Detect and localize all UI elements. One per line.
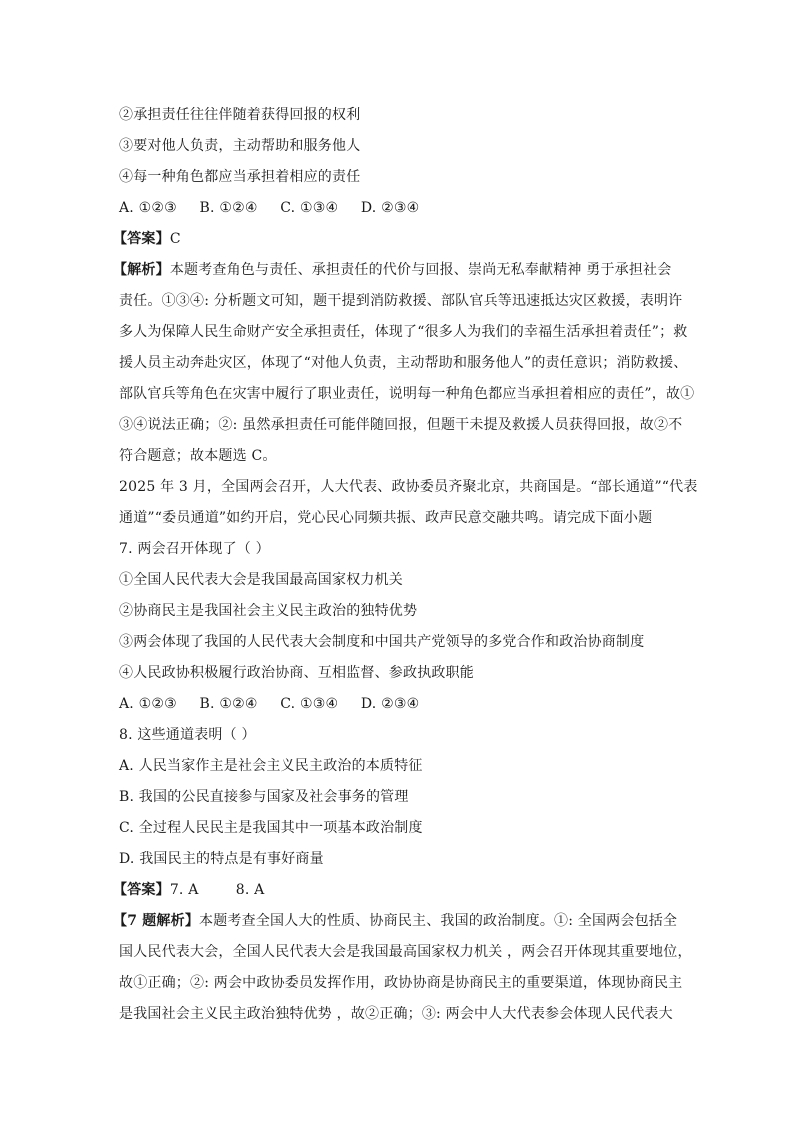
analysis-line-3: 多人为保障人民生命财产安全承担责任，体现了“很多人为我们的幸福生活承担着责任”；救 [119,324,688,340]
analysis-line-5: 部队官兵等角色在灾害中履行了职业责任，说明每一种角色都应当承担着相应的责任”，故① [119,386,695,402]
q7-option-b: B. ①②④ [199,696,258,712]
q7-option-c: C. ①③④ [280,696,339,712]
material-line-1: 2025 年 3 月，全国两会召开，人大代表、政协委员齐聚北京，共商国是。“部长通道”“代表 [119,479,698,495]
q7-option-d: D. ②③④ [360,696,420,712]
statement-4: ④每一种角色都应当承担着相应的责任 [119,169,361,185]
q8-option-d: D. 我国民主的特点是有事好商量 [119,851,324,867]
q7-stem: 7. 两会召开体现了（ ） [119,541,270,557]
answer-label: 【答案】 [113,882,170,898]
q7-analysis-line-3: 故①正确；②: 两会中政协委员发挥作用，政协协商是协商民主的重要渠道，体现协商民主 [119,975,683,991]
analysis-line-2: 责任。①③④: 分析题文可知，题干提到消防救援、部队官兵等迅速抵达灾区救援，表明许 [119,293,683,309]
q7-item-4: ④人民政协积极履行政治协商、互相监督、参政执政职能 [119,665,474,681]
analysis-label: 【解析】 [113,262,170,278]
q7-item-2: ②协商民主是我国社会主义民主政治的独特优势 [119,603,418,619]
q6-options [119,199,437,217]
answer-label: 【答案】 [113,231,170,247]
q7-analysis-line-2: 国人民代表大会，全国人民代表大会是我国最高国家权力机关 ，两会召开体现其重要地位， [119,944,692,960]
material-line-2: 通道”“委员通道”如约开启，党心民心同频共振、政声民意交融共鸣。请完成下面小题 [119,510,653,526]
q6-option-a: A. ①②③ [119,200,177,216]
q8-option-b: B. 我国的公民直接参与国家及社会事务的管理 [119,789,409,805]
analysis-line-1: 【解析】本题考查角色与责任、承担责任的代价与回报、崇尚无私奉献精神 勇于承担社会 [113,262,672,278]
q6-option-d: D. ②③④ [360,200,420,216]
q7-item-1: ①全国人民代表大会是我国最高国家权力机关 [119,572,403,588]
q7-options [119,695,437,713]
q8-stem: 8. 这些通道表明（ ） [119,727,256,743]
q7-item-3: ③两会体现了我国的人民代表大会制度和中国共产党领导的多党合作和政治协商制度 [119,634,645,650]
q6-option-c: C. ①③④ [280,200,339,216]
q7-analysis-label: 【7 题解析】 [113,913,200,929]
q6-option-b: B. ①②④ [199,200,258,216]
analysis-line-7: 符合题意；故本题选 C。 [119,448,277,464]
answer-value: C [169,231,181,247]
q7-analysis-line-1: 【7 题解析】本题考查全国人大的性质、协商民主、我国的政治制度。①: 全国两会包括全 [113,913,678,929]
q6-answer [113,230,181,248]
q7-analysis-line-4: 是我国社会主义民主政治独特优势 ，故②正确；③: 两会中人大代表参会体现人民代表大 [119,1006,673,1022]
q8-option-c: C. 全过程人民民主是我国其中一项基本政治制度 [119,820,423,836]
answer-value: 7. A 8. A [169,882,265,898]
q8-option-a: A. 人民当家作主是社会主义民主政治的本质特征 [119,758,423,774]
q7-option-a: A. ①②③ [119,696,177,712]
q7-8-answer [113,881,264,899]
statement-2: ②承担责任往往伴随着获得回报的权利 [119,107,361,123]
statement-3: ③要对他人负责，主动帮助和服务他人 [119,138,361,154]
analysis-line-6: ③④说法正确；②: 虽然承担责任可能伴随回报，但题干未提及救援人员获得回报，故②不 [119,417,683,433]
analysis-line-4: 援人员主动奔赴灾区，体现了“对他人负责，主动帮助和服务他人”的责任意识；消防救援、 [119,355,688,371]
